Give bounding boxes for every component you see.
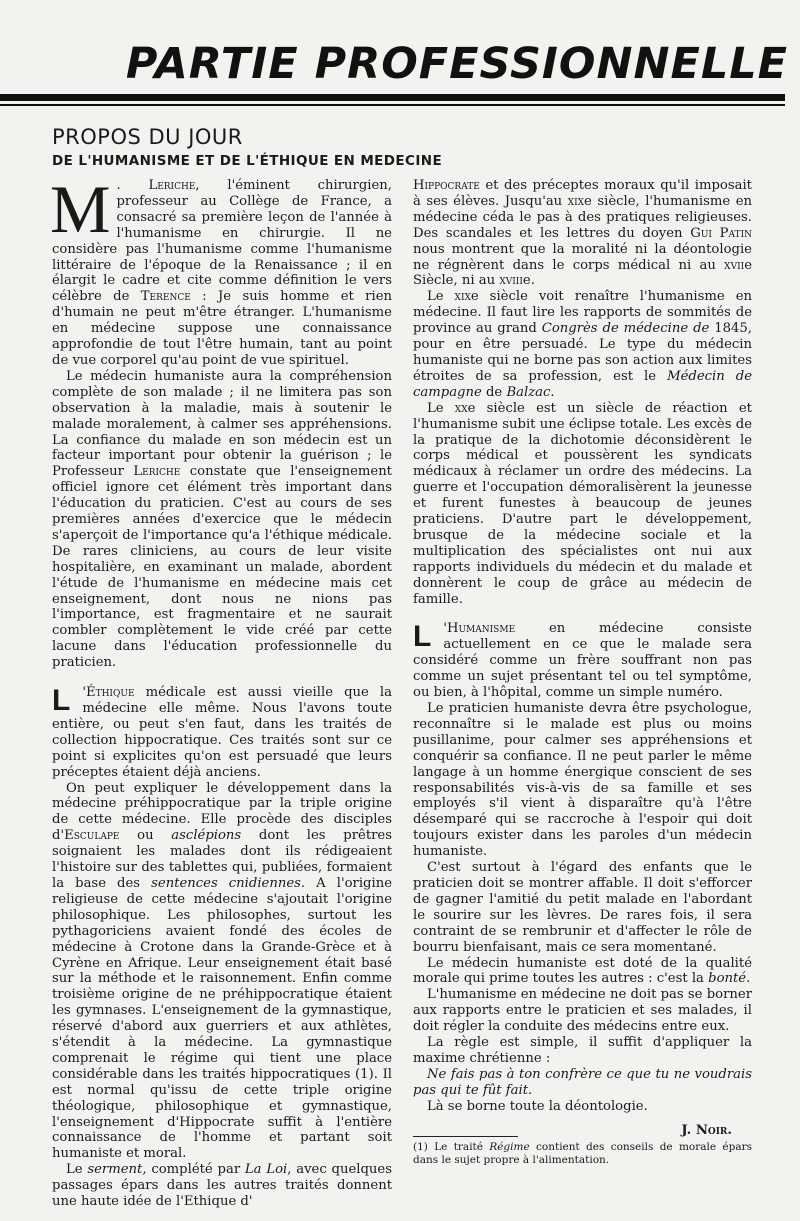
article-subtitle: DE L'HUMANISME ET DE L'ÉTHIQUE EN MEDECINE <box>52 153 443 169</box>
paragraph: Là se borne toute la déontologie. <box>427 1098 648 1114</box>
paragraph: Le xixe siècle voit renaître l'humanisme en médecine. Il faut lire les rapports de sommités de province au grand Congrès de médecine de 1845, pour en être persuadé. Le type du médecin humaniste qui ne borne pas son action aux limites étroites de sa profession, est le Médecin de campagne de Balzac. <box>413 289 752 400</box>
drop-cap: L <box>413 620 432 654</box>
footnote-rule <box>413 1136 518 1137</box>
section-title: PROPOS DU JOUR <box>52 125 243 149</box>
paragraph: C'est surtout à l'égard des enfants que le praticien doit se montrer affable. Il doit s'efforcer de gagner l'amitié du petit malade en l'abordant le sourire sur les lèvres. De rares fois, il sera contraint de se rembrunir et d'affecter le rôle de bourru bienfaisant, mais ce sera momentané. <box>413 860 752 955</box>
paragraph: L 'Humanisme en médecine consiste actuellement en ce que le malade sera considéré comme un frère souffrant non pas comme un sujet présentant tel ou tel symptôme, ou bien, à l'hôpital, comme un simple numéro. <box>413 620 752 701</box>
paragraph: La règle est simple, il suffit d'appliquer la maxime chrétienne : <box>413 1035 752 1066</box>
signature: J. Noir. <box>681 1122 732 1138</box>
header-rule <box>0 94 785 101</box>
paragraph: L 'Éthique médicale est aussi vieille que la médecine elle même. Nous l'avons toute entière, ou peut s'en faut, dans les traités de collection hippocratique. Ces traités sont sur ce point si explicites qu'on est persuadé que leurs préceptes étaient déjà anciens. <box>52 684 392 780</box>
right-column <box>413 178 752 1138</box>
paragraph: Le serment, complété par La Loi, avec quelques passages épars dans les autres traités donnent une haute idée de l'Ethique d' <box>52 1162 392 1210</box>
left-column <box>50 171 392 1210</box>
paragraph: L'humanisme en médecine ne doit pas se borner aux rapports entre le praticien et ses malades, il doit régler la conduite des médecins entre eux. <box>413 987 752 1035</box>
paragraph: Le médecin humaniste est doté de la qualité morale qui prime toutes les autres : c'est la bonté. <box>413 955 752 987</box>
header-rule-thin <box>0 104 785 106</box>
drop-cap: L <box>52 684 71 718</box>
paragraph: Hippocrate et des préceptes moraux qu'il imposait à ses élèves. Jusqu'au xixe siècle, l'humanisme en médecine céda le pas à des pratiques religieuses. Des scandales et les lettres du doyen Gui Patin nous montrent que la moralité ni la déontologie ne régnèrent dans le corps médical ni au xviie Siècle, ni au xviiie. <box>413 178 752 289</box>
paragraph: Le xxe siècle est un siècle de réaction et l'humanisme subit une éclipse totale. Les excès de la pratique de la dichotomie déconsidèrent le corps médical et poussèrent les syndicats médicaux à réclamer un ordre des médecins. La guerre et l'occupation démoralisèrent la jeunesse et furent funestes à beaucoup de jeunes praticiens. D'autre part le développement, brusque de la médecine sociale et la multiplication des spécialistes ont nui aux rapports individuels du médecin et du malade et donnèrent le coup de grâce au médecin de famille. <box>413 400 752 607</box>
drop-cap: M <box>50 171 111 247</box>
paragraph: M . Leriche, l'éminent chirurgien, professeur au Collège de France, a consacré sa première leçon de l'année à l'humanisme en chirurgie. Il ne considère pas l'humanisme comme l'humanisme littéraire de l'époque de la Renaissance ; il en élargit le cadre et cite comme définition le vers célèbre de Terence : Je suis homme et rien d'humain ne peut m'être étranger. L'humanisme en médecine suppose une connaissance approfondie de tout l'être humain, tant au point de vue corporel qu'au point de vue spirituel. <box>50 171 392 368</box>
paragraph: Le médecin humaniste aura la compréhension complète de son malade ; il ne limitera pas son observation à la maladie, mais à soutenir le malade moralement, à calmer ses appréhensions. La confiance du malade en son médecin est un facteur important pour obtenir la guérison ; le Professeur Leriche constate que l'enseignement officiel ignore cet élément très important dans l'éducation du praticien. C'est au cours de ses premières années d'exercice que le médecin s'aperçoit de l'importance qu'a l'éthique médicale. De rares cliniciens, au cours de leur visite hospitalière, en examinant un malade, abordent l'étude de l'humanisme en médecine mais cet enseignement, dont nous ne nions pas l'importance, est fragmentaire et ne saurait combler complètement le vide créé par cette lacune dans l'éducation professionnelle du praticien. <box>52 368 392 671</box>
page-title: PARTIE PROFESSIONNELLE <box>125 39 788 89</box>
paragraph: Le praticien humaniste devra être psychologue, reconnaître si le malade est plus ou moins pusillanime, pour calmer ses appréhensions et conquérir sa confiance. Il ne peut parler le même langage à un homme énergique conscient de ses responsabilités vis-à-vis de sa famille et ses employés s'il vient à disparaître qu'à l'être désemparé qui se raccroche à l'espoir qui doit toujours exister dans les paroles d'un médecin humaniste. <box>413 701 752 860</box>
paragraph: On peut expliquer le développement dans la médecine préhippocratique par la triple origine de cette médecine. Elle procède des disciples d'Esculape ou asclépions dont les prêtres soignaient les malades dont ils rédigeaient l'histoire sur des tablettes qui, publiées, formaient la base des sentences cnidiennes. A l'origine religieuse de cette médecine s'ajoutait l'origine philosophique. Les philosophes, surtout les pythagoriciens avaient fondé des écoles de médecine à Crotone dans la Grande-Grèce et à Cyrène en Afrique. Leur enseignement était basé sur la méthode et le raisonnement. Enfin comme troisième origine de ne préhippocratique étaient les gymnases. L'enseignement de la gymnastique, réservé d'abord aux guerriers et aux athlètes, s'étendit à la médecine. La gymnastique comprenait le régime qui tient une place considérable dans les traités hippocratiques (1). Il est normal qu'issu de cette triple origine théologique, philosophique et gymnastique, l'enseignement d'Hippocrate suffit à l'entière connaissance de l'homme et partant soit humaniste et moral. <box>52 780 392 1162</box>
footnote: (1) Le traité Régime contient des conseils de morale épars dans le sujet propre à l'alimentation. <box>413 1141 752 1166</box>
paragraph-maxim: Ne fais pas à ton confrère ce que tu ne voudrais pas qui te fût fait. <box>413 1066 752 1098</box>
